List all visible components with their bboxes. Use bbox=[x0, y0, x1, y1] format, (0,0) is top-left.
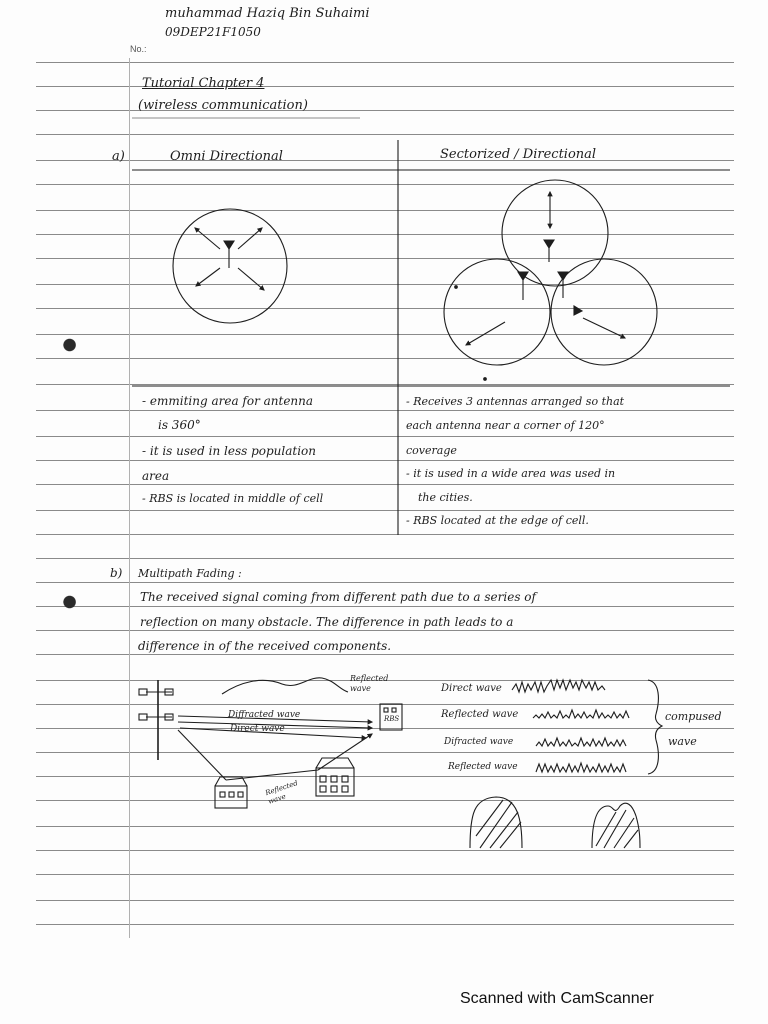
multipath-scene-diagram bbox=[139, 678, 402, 808]
multipath-heading: Multipath Fading : bbox=[138, 567, 242, 580]
composed-label: compused bbox=[665, 710, 722, 723]
omni-note: - RBS is located in middle of cell bbox=[142, 492, 324, 505]
sector-note: each antenna near a corner of 120° bbox=[406, 419, 605, 432]
tutorial-title: Tutorial Chapter 4 bbox=[142, 76, 265, 91]
wave-squiggles bbox=[512, 680, 662, 774]
wave-label-reflected: Reflected wave bbox=[441, 709, 519, 720]
omni-note: - it is used in less population bbox=[142, 444, 317, 458]
sector-note: - it is used in a wide area was used in bbox=[406, 467, 616, 480]
scanner-footer: Scanned with CamScanner bbox=[460, 990, 654, 1007]
sector-note: - Receives 3 antennas arranged so that bbox=[406, 395, 625, 408]
sectorized-heading: Sectorized / Directional bbox=[440, 147, 597, 162]
omni-note: - emmiting area for antenna bbox=[142, 394, 314, 408]
tutorial-subtitle: (wireless communication) bbox=[138, 98, 308, 113]
multipath-text: reflection on many obstacle. The difference in path leads to a bbox=[140, 615, 514, 629]
omni-note: is 360° bbox=[158, 418, 201, 432]
omni-antenna-diagram bbox=[173, 209, 287, 323]
multipath-text: difference in of the received components. bbox=[138, 639, 392, 653]
omni-heading: Omni Directional bbox=[170, 149, 283, 164]
section-b-label: b) bbox=[110, 566, 123, 580]
multipath-text: The received signal coming from different path due to a series of bbox=[140, 590, 536, 604]
wave-label-direct: Direct wave bbox=[441, 683, 502, 694]
wave-label-reflected-2: Reflected wave bbox=[448, 762, 518, 772]
sector-note: the cities. bbox=[418, 491, 473, 504]
wave-label-difracted: Difracted wave bbox=[444, 737, 514, 747]
section-a-label: a) bbox=[112, 149, 125, 164]
direct-wave-label: Direct wave bbox=[230, 724, 285, 734]
composed-label-2: wave bbox=[668, 735, 697, 748]
sector-note: - RBS located at the edge of cell. bbox=[406, 514, 589, 527]
rbs-label: RBS bbox=[384, 715, 400, 723]
reflected-wave-top-label: Reflected wave bbox=[350, 674, 389, 693]
student-name: muhammad Haziq Bin Suhaimi bbox=[165, 6, 370, 21]
reflected-wave-bottom-label: Reflected wave bbox=[264, 779, 299, 806]
sector-note: coverage bbox=[406, 444, 457, 457]
no-label: No.: bbox=[130, 44, 147, 54]
sectorized-antenna-diagram bbox=[444, 180, 657, 365]
hatched-shapes bbox=[470, 797, 640, 848]
student-id: 09DEP21F1050 bbox=[165, 25, 261, 39]
omni-note: area bbox=[142, 469, 170, 483]
diffracted-wave-label: Diffracted wave bbox=[228, 710, 301, 720]
